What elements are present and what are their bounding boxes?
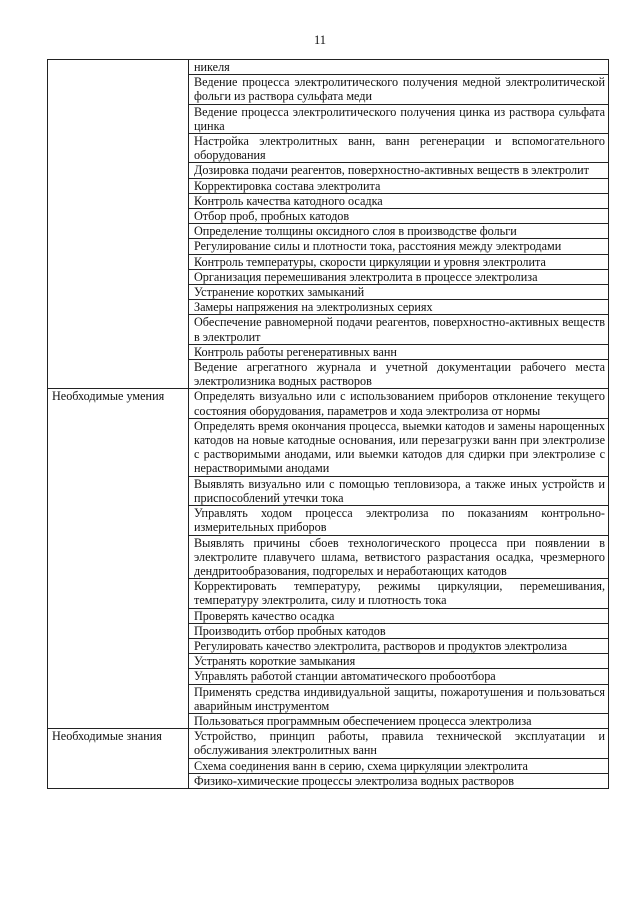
- competency-table: [47, 59, 609, 789]
- requirement-item: Регулирование силы и плотности тока, расстояния между электродами: [189, 239, 609, 254]
- requirement-item: Определение толщины оксидного слоя в производстве фольги: [189, 224, 609, 239]
- requirement-item: Применять средства индивидуальной защиты, пожаротушения и пользоваться аварийным инструментом: [189, 684, 609, 713]
- requirement-item: Ведение процесса электролитического получения цинка из раствора сульфата цинка: [189, 104, 609, 133]
- requirement-item: Организация перемешивания электролита в процессе электролиза: [189, 269, 609, 284]
- requirement-item: Производить отбор пробных катодов: [189, 623, 609, 638]
- requirement-item: Физико-химические процессы электролиза водных растворов: [189, 773, 609, 788]
- requirement-item: Отбор проб, пробных катодов: [189, 209, 609, 224]
- requirement-item: Выявлять причины сбоев технологического процесса при появлении в электролите плавучего шлама, ветвистого разрастания осадка, чрезмерного дендритообразования, подгорелых и неработающих катодов: [189, 535, 609, 579]
- table-row: [48, 60, 609, 75]
- requirement-item: Корректировка состава электролита: [189, 178, 609, 193]
- requirement-item: Устройство, принцип работы, правила технической эксплуатации и обслуживания электролитных ванн: [189, 729, 609, 758]
- requirement-item: Проверять качество осадка: [189, 608, 609, 623]
- requirement-item: Ведение агрегатного журнала и учетной документации рабочего места электролизника водных растворов: [189, 360, 609, 389]
- requirement-item: Регулировать качество электролита, растворов и продуктов электролиза: [189, 638, 609, 653]
- requirement-item: Выявлять визуально или с помощью тепловизора, а также иных устройств и приспособлений утечки тока: [189, 476, 609, 505]
- requirement-item: Замеры напряжения на электролизных сериях: [189, 300, 609, 315]
- table-row: [48, 729, 609, 758]
- requirement-item: Схема соединения ванн в серию, схема циркуляции электролита: [189, 758, 609, 773]
- requirement-item: Определять время окончания процесса, выемки катодов и замены нарощенных катодов на новые катодные основания, или перезагрузки ванн при электролизе с растворимыми анодами, или выемки катодов для сдирки при электролизе с нерастворимыми анодами: [189, 418, 609, 476]
- requirement-item: Контроль работы регенеративных ванн: [189, 344, 609, 359]
- requirement-item: Контроль температуры, скорости циркуляции и уровня электролита: [189, 254, 609, 269]
- requirement-item: Управлять ходом процесса электролиза по показаниям контрольно-измерительных приборов: [189, 506, 609, 535]
- section-label: [48, 60, 189, 389]
- requirement-item: Обеспечение равномерной подачи реагентов, поверхностно-активных веществ в электролит: [189, 315, 609, 344]
- page-number: 11: [313, 33, 327, 47]
- requirement-item: Устранять короткие замыкания: [189, 654, 609, 669]
- requirement-item: Устранение коротких замыканий: [189, 285, 609, 300]
- requirement-item: Определять визуально или с использованием приборов отклонение текущего состояния оборудования, параметров и хода электролиза от нормы: [189, 389, 609, 418]
- requirement-item: никеля: [189, 60, 609, 75]
- section-label: Необходимые умения: [48, 389, 189, 729]
- requirement-item: Контроль качества катодного осадка: [189, 193, 609, 208]
- requirement-item: Пользоваться программным обеспечением процесса электролиза: [189, 713, 609, 728]
- requirement-item: Дозировка подачи реагентов, поверхностно-активных веществ в электролит: [189, 163, 609, 178]
- requirement-item: Корректировать температуру, режимы циркуляции, перемешивания, температуру электролита, силу и плотность тока: [189, 579, 609, 608]
- table-body: [48, 60, 609, 789]
- requirement-item: Настройка электролитных ванн, ванн регенерации и вспомогательного оборудования: [189, 134, 609, 163]
- section-label: Необходимые знания: [48, 729, 189, 789]
- requirement-item: Управлять работой станции автоматического пробоотбора: [189, 669, 609, 684]
- table-row: [48, 389, 609, 418]
- requirement-item: Ведение процесса электролитического получения медной электролитической фольги из раствора сульфата меди: [189, 75, 609, 104]
